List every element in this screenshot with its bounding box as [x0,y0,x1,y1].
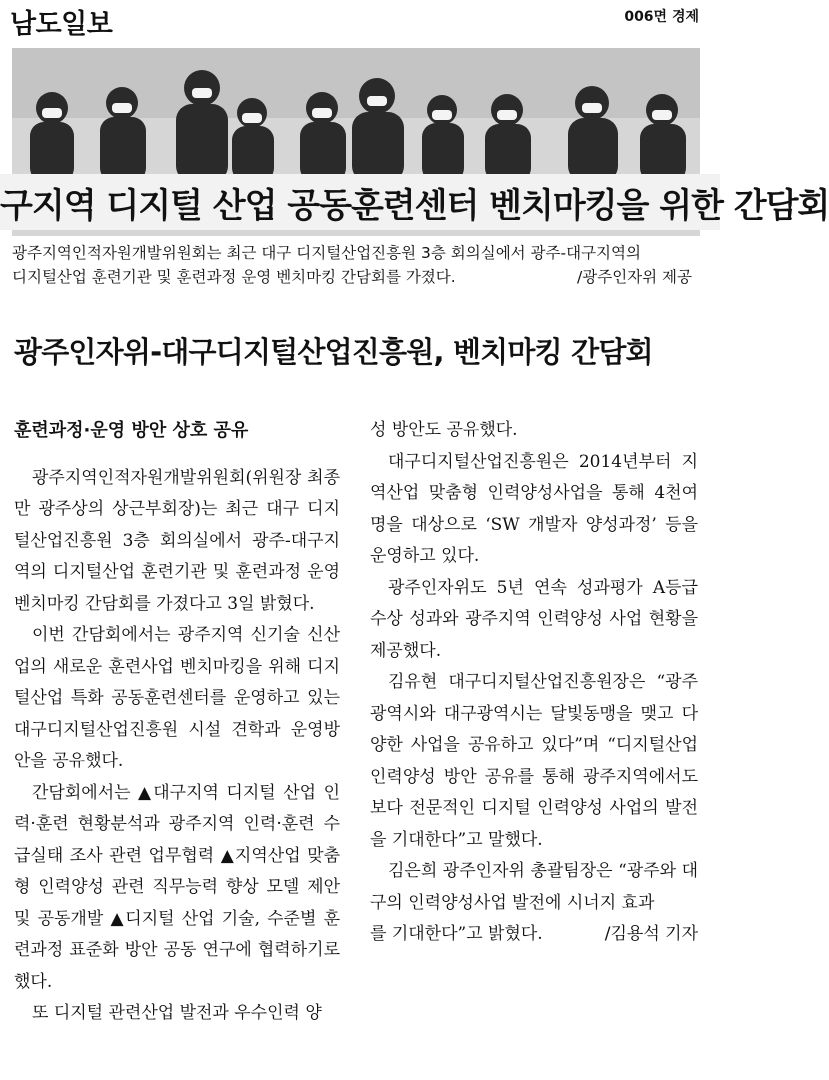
article-column-right [370,415,698,951]
article-paragraph: 대구디지털산업진흥원은 2014년부터 지역산업 맞춤형 인력양성사업을 통해 4천여명을 대상으로 ‘SW 개발자 양성과정’ 등을 운영하고 있다. [370,451,698,566]
photo-credit: /광주인자위 제공 [577,268,692,286]
article-headline: 광주인자위-대구디지털산업진흥원, 벤치마킹 간담회 [14,335,653,369]
article-subhead: 훈련과정·운영 방안 상호 공유 [14,420,249,441]
article-closing-row [370,919,698,951]
article-paragraph: 이번 간담회에서는 광주지역 신기술 신산업의 새로운 훈련사업 벤치마킹을 위해 디지털산업 특화 공동훈련센터를 운영하고 있는 대구디지털산업진흥원 시설 견학과 운영방안을 공유했다. [14,625,340,771]
article-paragraph: 또 디지털 관련산업 발전과 우수인력 양 [32,1003,322,1023]
news-photo [0,48,829,236]
article-paragraph: 광주인자위도 5년 연속 성과평가 A등급 수상 성과와 광주지역 인력양성 사업 현황을 제공했다. [370,577,698,661]
article-paragraph-tail: 를 기대한다”고 밝혔다. [370,924,543,944]
article-paragraph-continuation: 성 방안도 공유했다. [370,420,518,440]
newspaper-masthead: 남도일보 [10,9,113,40]
page-section-label: 006면 경제 [624,9,699,25]
article-paragraph: 광주지역인적자원개발위원회(위원장 최종만 광주상의 상근부회장)는 최근 대구 디지털산업진흥원 3층 회의실에서 광주-대구지역의 디지털산업 훈련기관 및 훈련과정 운영 벤치마킹 간담회를 가졌다고 3일 밝혔다. [14,467,340,614]
event-banner [0,174,829,230]
article-column-left [14,415,340,1030]
caption-line: 광주지역인적자원개발위원회는 최근 대구 디지털산업진흥원 3층 회의실에서 광주-대구지역의 [12,244,641,262]
article-paragraph: 간담회에서는 ▲대구지역 디지털 산업 인력·훈련 현황분석과 광주지역 인력·훈련 수급실태 조사 관련 업무협력 ▲지역산업 맞춤형 인력양성 관련 직무능력 향상 모델 제안 및 공동개발 ▲디지털 산업 기술, 수준별 훈련과정 표준화 방안 공동 연구에 협력하기로 했다. [14,782,340,992]
caption-line: 디지털산업 훈련기관 및 훈련과정 운영 벤치마킹 간담회를 가졌다. [12,268,456,286]
reporter-byline: /김용석 기자 [604,924,698,944]
article-paragraph: 김은희 광주인자위 총괄팀장은 “광주와 대구의 인력양성사업 발전에 시너지 효과 [370,861,698,913]
photo-caption [12,241,700,289]
article-paragraph: 김유현 대구디지털산업진흥원장은 “광주광역시와 대구광역시는 달빛동맹을 맺고 다양한 사업을 공유하고 있다”며 “디지털산업 인력양성 방안 공유를 통해 광주지역에서도 보다 전문적인 디지털 인력양성 사업의 발전을 기대한다”고 말했다. [370,672,698,850]
banner-title: 구지역 디지털 산업 공동훈련센터 벤치마킹을 위한 간담회 [0,185,829,226]
